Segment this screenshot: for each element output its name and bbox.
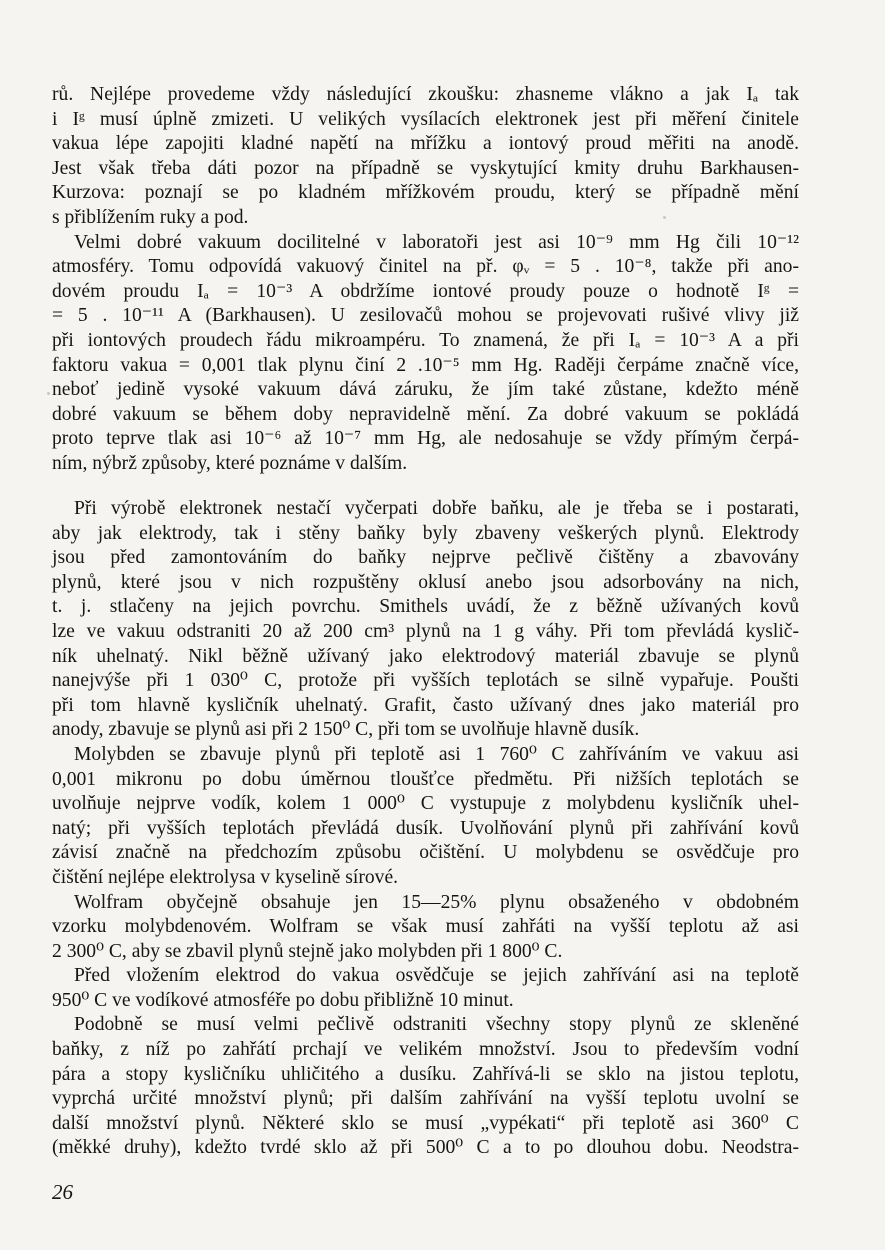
paragraph <box>52 1013 799 1161</box>
text-block-top <box>52 83 799 477</box>
text-line: neboť jedině vysoké vakuum dává záruku, že jím také zůstane, kdežto méně <box>52 379 799 401</box>
text-line: při tom hlavně kysličník uhelnatý. Grafit, často užívaný dnes jako materiál pro <box>52 694 799 716</box>
text-line: baňky, z níž po zahřátí prchají ve velikém množství. Jsou to především vodní <box>52 1039 799 1061</box>
text-line: atmosféry. Tomu odpovídá vakuový činitel na př. φᵥ = 5 . 10⁻⁸, takže při ano- <box>52 256 799 278</box>
text-line: závisí značně na předchozím způsobu očištění. U molybdenu se osvědčuje pro <box>52 842 799 864</box>
text-line: jsou před zamontováním do baňky nejprve pečlivě čištěny a zbavovány <box>52 547 799 569</box>
text-line: i Iᵍ musí úplně zmizeti. U velikých vysílacích elektronek jest při měření činitele <box>52 108 799 130</box>
text-line: anody, zbavuje se plynů asi při 2 150⁰ C, při tom se uvolňuje hlavně dusík. <box>52 719 640 741</box>
paragraph <box>52 231 799 477</box>
text-line: Kurzova: poznají se po kladném mřížkovém proudu, který se případně mění <box>52 182 799 204</box>
text-line: = 5 . 10⁻¹¹ A (Barkhausen). U zesilovačů mohou se projevovati rušivé vlivy již <box>52 305 799 327</box>
paragraph <box>52 743 799 891</box>
paper-speck <box>47 392 50 395</box>
text-line: lze ve vakuu odstraniti 20 až 200 cm³ plynů na 1 g váhy. Při tom převládá kyslič- <box>52 620 799 642</box>
text-line: plynů, které jsou v nich rozpuštěny oklusí anebo jsou adsorbovány na nich, <box>52 571 799 593</box>
paper-speck <box>663 216 666 219</box>
text-line: 950⁰ C ve vodíkové atmosféře po dobu přibližně 10 minut. <box>52 989 514 1011</box>
text-line: Jest však třeba dáti pozor na případně se vyskytující kmity druhu Barkhausen- <box>52 157 799 179</box>
text-line: vzorku molybdenovém. Wolfram se však musí zahřáti na vyšší teplotu až asi <box>52 916 799 938</box>
page-number: 26 <box>52 1180 73 1204</box>
paragraph <box>52 964 799 1013</box>
text-line: vyprchá určité množství plynů; při dalším zahřívání na vyšší teplotu uvolní se <box>52 1088 799 1110</box>
text-line: Při výrobě elektronek nestačí vyčerpati dobře baňku, ale je třeba se i postarati, <box>74 498 799 519</box>
text-line: nanejvýše při 1 030⁰ C, protože při vyšších teplotách se silně vypařuje. Poušti <box>52 670 799 692</box>
text-line: dovém proudu Iₐ = 10⁻³ A obdržíme iontové proudy pouze o hodnotě Iᵍ = <box>52 280 799 302</box>
paragraph <box>52 83 799 231</box>
text-line: Molybden se zbavuje plynů při teplotě asi 1 760⁰ C zahříváním ve vakuu asi <box>74 743 799 765</box>
text-line: Wolfram obyčejně obsahuje jen 15—25% plynu obsaženého v obdobném <box>74 891 799 913</box>
text-line: vakua lépe zapojiti kladné napětí na mřížku a iontový proud měřiti na anodě. <box>52 133 799 155</box>
text-line: uvolňuje nejprve vodík, kolem 1 000⁰ C vystupuje z molybdenu kysličník uhel- <box>52 793 799 815</box>
text-line: rů. Nejlépe provedeme vždy následující zkoušku: zhasneme vlákno a jak Iₐ tak <box>52 84 799 105</box>
text-block-bottom <box>52 497 799 1161</box>
text-line: t. j. stlačeny na jejich povrchu. Smithels uvádí, že z běžně užívaných kovů <box>52 596 799 618</box>
text-line: ník uhelnatý. Nikl běžně užívaný jako elektrodový materiál zbavuje se plynů <box>52 645 799 667</box>
text-line: ním, nýbrž způsoby, které poznáme v dalším. <box>52 452 408 474</box>
text-line: Před vložením elektrod do vakua osvědčuje se jejich zahřívání asi na teplotě <box>74 965 799 987</box>
text-line: aby jak elektrody, tak i stěny baňky byly zbaveny veškerých plynů. Elektrody <box>52 522 799 544</box>
text-line: (měkké druhy), kdežto tvrdé sklo až při 500⁰ C a to po dlouhou dobu. Neodstra- <box>52 1137 799 1159</box>
text-line: při iontových proudech řádu mikroampéru. To znamená, že při Iₐ = 10⁻³ A a při <box>52 329 799 351</box>
text-line: s přiblížením ruky a pod. <box>52 206 249 228</box>
text-line: Velmi dobré vakuum docilitelné v laboratoři jest asi 10⁻⁹ mm Hg čili 10⁻¹² <box>74 231 799 253</box>
text-line: Podobně se musí velmi pečlivě odstraniti všechny stopy plynů ze skleněné <box>74 1014 799 1036</box>
text-line: další množství plynů. Některé sklo se musí „vypékati“ při teplotě asi 360⁰ C <box>52 1112 799 1134</box>
paragraph <box>52 497 799 743</box>
paragraph <box>52 891 799 965</box>
text-line: 0,001 mikronu po dobu úměrnou tloušťce předmětu. Při nižších teplotách se <box>52 768 799 790</box>
text-line: 2 300⁰ C, aby se zbavil plynů stejně jako molybden při 1 800⁰ C. <box>52 940 563 962</box>
text-line: dobré vakuum se během doby nepravidelně mění. Za dobré vakuum se pokládá <box>52 403 799 425</box>
text-line: čištění nejlépe elektrolysa v kyselině sírové. <box>52 866 399 888</box>
text-line: faktoru vakua = 0,001 tlak plynu činí 2 .10⁻⁵ mm Hg. Raději čerpáme značně více, <box>52 354 799 376</box>
text-line: natý; při vyšších teplotách převládá dusík. Uvolňování plynů při zahřívání kovů <box>52 817 799 839</box>
text-line: proto teprve tlak asi 10⁻⁶ až 10⁻⁷ mm Hg, ale nedosahuje se vždy přímým čerpá- <box>52 428 799 450</box>
text-line: pára a stopy kysličníku uhličitého a dusíku. Zahřívá-li se sklo na jistou teplotu, <box>52 1063 799 1085</box>
